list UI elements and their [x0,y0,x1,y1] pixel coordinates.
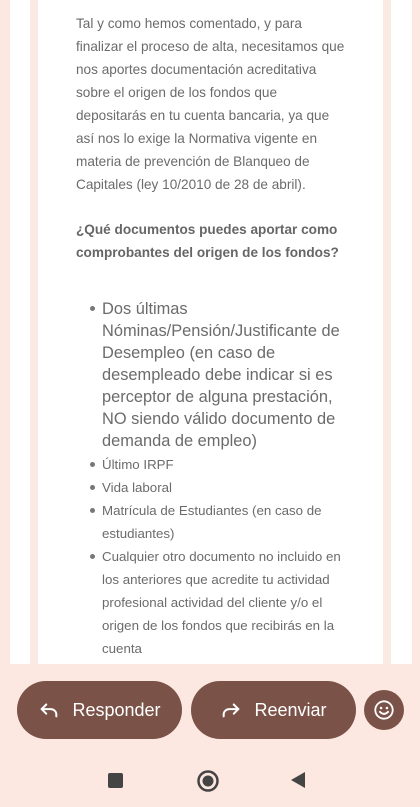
forward-label: Reenviar [254,699,327,720]
list-item: Cualquier otro documento no incluido en los anteriores que acredite tu actividad profesional actividad del cliente y/o el origen de los fondos que recibirás en la cuenta [102,545,348,660]
documents-list [76,298,348,660]
list-item: Matrícula de Estudiantes (en caso de estudiantes) [102,499,348,545]
triangle-back-icon[interactable] [288,770,308,790]
list-item: Vida laboral [102,476,348,499]
forward-button[interactable] [191,681,356,739]
emoji-reaction-button[interactable] [364,690,404,730]
list-item: Último IRPF [102,453,348,476]
emoji-icon [373,699,395,721]
intro-paragraph: Tal y como hemos comentado, y para finalizar el proceso de alta, necesitamos que nos aportes documentación acreditativa sobre el origen de los fondos que depositarás en tu cuenta bancaria, ya que así nos lo exige la Normativa vigente en materia de prevención de Blanqueo de Capitales (ley 10/2010 de 28 de abril). [76,16,345,192]
email-margin-left [30,0,38,664]
circle-home-icon[interactable] [196,769,220,793]
reply-icon [38,699,60,721]
email-margin-right [383,0,391,664]
forward-icon [220,699,242,721]
square-recents-icon[interactable] [106,770,126,790]
list-item: Dos últimas Nóminas/Pensión/Justificante de Desempleo (en caso de desempleado debe indicar si es perceptor de alguna prestación, NO siendo válido documento de demanda de empleo) [102,298,348,452]
email-content [76,12,348,660]
reply-label: Responder [72,699,161,720]
documents-question: ¿Qué documentos puedes aportar como comprobantes del origen de los fondos? [76,222,339,260]
reply-button[interactable] [17,681,182,739]
